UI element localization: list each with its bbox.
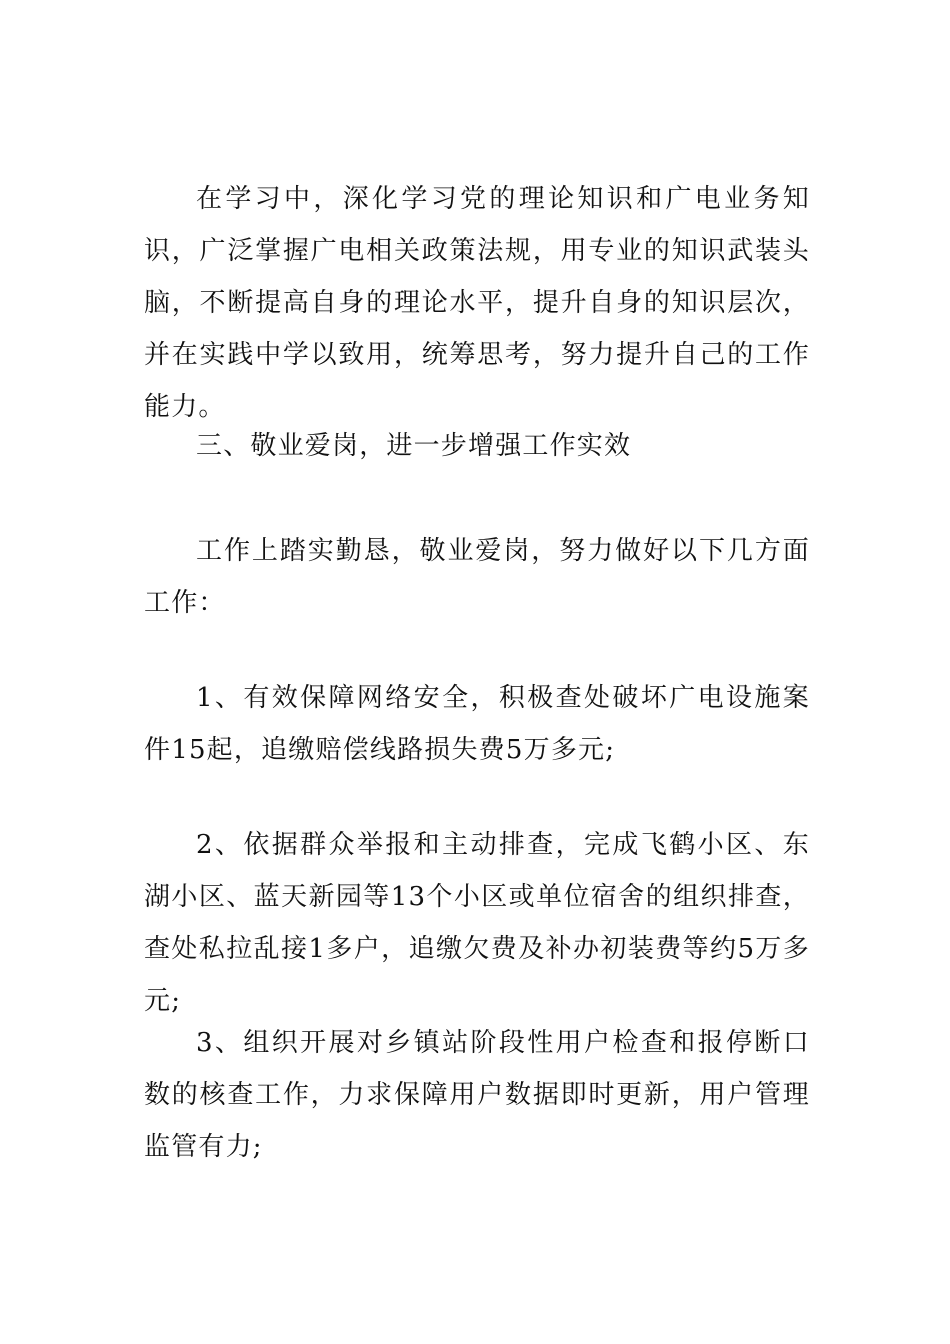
list-item: 3、组织开展对乡镇站阶段性用户检查和报停断口数的核查工作，力求保障用户数据即时更新，用户管理监管有力; [144,1028,810,1162]
body-paragraph: 工作上踏实勤恳，敬业爱岗，努力做好以下几方面工作： [144,536,810,618]
list-item: 1、有效保障网络安全，积极查处破坏广电设施案件15起，追缴赔偿线路损失费5万多元; [144,683,810,765]
section-heading: 三、敬业爱岗，进一步增强工作实效 [196,431,632,461]
list-item: 2、依据群众举报和主动排查，完成飞鹤小区、东湖小区、蓝天新园等13个小区或单位宿舍的组织排查，查处私拉乱接1多户，追缴欠费及补办初装费等约5万多元; [144,830,810,1016]
body-paragraph: 在学习中，深化学习党的理论知识和广电业务知识，广泛掌握广电相关政策法规，用专业的知识武装头脑，不断提高自身的理论水平，提升自身的知识层次，并在实践中学以致用，统筹思考，努力提升自己的工作能力。 [144,184,810,422]
